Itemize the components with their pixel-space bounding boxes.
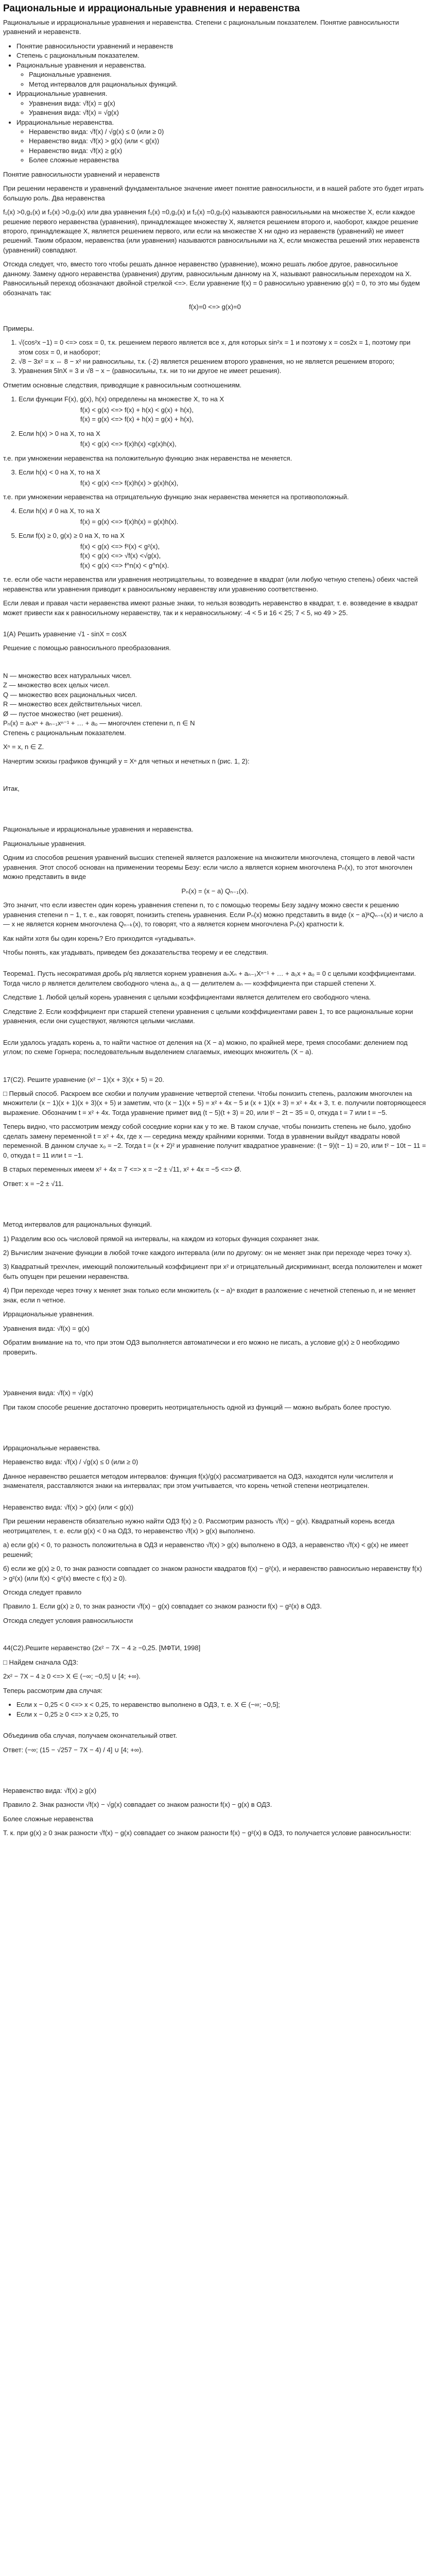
paragraph: т.е. при умножении неравенства на отрицательную функцию знак неравенства меняется на противоположный.: [3, 493, 349, 501]
rule-item: 4. Если h(x) ≠ 0 на X, то на X f(x) = g(x) <=> f(x)h(x) = g(x)h(x).: [19, 506, 427, 527]
paragraph: Чтобы понять, как угадывать, приведем без доказательства теорему и ее следствия.: [3, 948, 268, 956]
cases-list: [3, 1700, 427, 1719]
paragraph: т.е. если обе части неравенства или уравнения неотрицательны, то возведение в квадрат (или любую четную степень) обеих частей неравенства или уравнения приводит к равносильному неравенству или уравнению соответственно.: [3, 575, 418, 593]
intro-paragraph: Рациональные и иррациональные уравнения и неравенства. Степени с рациональным показателем. Понятие равносильности уравнений и неравенств.: [3, 18, 399, 36]
case-item: • Если x − 0,25 ≥ 0 <=> x ≥ 0,25, то: [16, 1710, 427, 1719]
paragraph: В старых переменных имеем x² + 4x = 7 <=> x = −2 ± √11, x² + 4x = −5 <=> Ø.: [3, 1165, 241, 1174]
paragraph: Как найти хотя бы один корень? Его приходится «угадывать».: [3, 934, 196, 942]
section-heading: Более сложные неравенства: [3, 1815, 93, 1823]
subsection-heading: Неравенство вида: √f(x) ≥ g(x): [3, 1786, 97, 1794]
page-title: Рациональные и иррациональные уравнения и неравенства: [3, 3, 300, 14]
subsection-heading: Рациональные уравнения.: [3, 839, 86, 848]
section-heading: Понятие равносильности уравнений и неравенств: [3, 170, 160, 178]
example-item: 3. Уравнения 5lnX = 3 и √8 − x − (равносильны, т.к. ни то ни другое не имеет решения).: [19, 366, 427, 376]
equation-system: f(x) < g(x) <=> f(x)h(x) <g(x)h(x),: [80, 440, 177, 448]
examples-label: Примеры.: [3, 324, 34, 332]
formula: 2x² − 7X − 4 ≥ 0 <=> X ∈ (−∞; −0,5] ∪ [4; +∞).: [3, 1672, 141, 1681]
paragraph: 2) Вычислим значение функции в любой точке каждого интервала (или по другому: он не меняет знак при переходе через точку x).: [3, 1249, 412, 1257]
sets-list: [3, 671, 427, 728]
paragraph: Если удалось угадать корень a, то найти частное от деления на (X − a) можно, по крайней мере, тремя способами: делением под углом; по схеме Горнера; последовательным выделением слагаемых, имеющих множитель (X − a).: [3, 1038, 408, 1056]
set-item: Z — множество всех целых чисел.: [3, 681, 110, 689]
set-item: N — множество всех натуральных чисел.: [3, 671, 132, 680]
paragraph: Одним из способов решения уравнений высших степеней является разложение на множители многочлена, стоящего в левой части уравнения. Этот способ основан на применении теоремы Безу: если число a является корнем многочлена Pₙ(x), то этот многочлен можно представить в виде: [3, 854, 415, 881]
rule-item: 2. Если h(x) > 0 на X, то на X f(x) < g(x) <=> f(x)h(x) <g(x)h(x),: [19, 429, 427, 449]
formula: Xⁿ = x, n ∈ Z.: [3, 743, 44, 751]
corollary: Следствие 2. Если коэффициент при старшей степени уравнения с целыми коэффициентами равен 1, то все рациональные корни уравнения, если они существуют, являются целыми числами.: [3, 1007, 413, 1025]
subsection-heading: Уравнения вида: √f(x) = g(x): [3, 1324, 90, 1332]
toc-subitem[interactable]: ◦ Уравнения вида: √f(x) = g(x): [29, 99, 427, 108]
rule: Правило 2. Знак разности √f(x) − √g(x) совпадает со знаком разности f(x) − g(x) в ОДЗ.: [3, 1801, 272, 1809]
table-of-contents: [3, 42, 427, 165]
rules-list: [3, 468, 427, 488]
toc-subitem[interactable]: ◦ Рациональные уравнения.: [29, 70, 427, 79]
paragraph: Степень с рациональным показателем.: [3, 728, 126, 737]
rule-item: 1. Если функции F(x), g(x), h(x) определены на множестве X, то на X f(x) < g(x) <=> f(x) + h(x) < g(x) + h(x), f(x) = g(x) <=> f(x) + h(x) = g(x) + h(x),: [19, 395, 427, 424]
paragraph: б) если же g(x) ≥ 0, то знак разности совпадает со знаком разности квадратов f(x) − g²(x), и неравенство равносильно неравенству f(x) > g²(x) (или f(x) < g²(x) вместе с f(x) ≥ 0).: [3, 1565, 422, 1582]
paragraph: Обратим внимание на то, что при этом ОДЗ выполняется автоматически и его можно не писать, а условие g(x) ≥ 0 необходимо проверить.: [3, 1338, 400, 1356]
corollary: Следствие 1. Любой целый корень уравнения с целыми коэффициентами является делителем его свободного члена.: [3, 993, 371, 1002]
set-item: Pₙ(x) = aₙxⁿ + aₙ₋₁xⁿ⁻¹ + … + a₀ — многочлен степени n, n ∈ N: [3, 719, 195, 727]
paragraph: При решении неравенств обязательно нужно найти ОДЗ f(x) ≥ 0. Рассмотрим разность √f(x) − g(x). Квадратный корень всегда неотрицателен, т. е. если g(x) < 0 на ОДЗ, то неравенство √f(x) > g(x) выполнено.: [3, 1517, 395, 1535]
toc-item[interactable]: • Иррациональные неравенства. ◦ Неравенство вида: √f(x) / √g(x) ≤ 0 (или ≥ 0) ◦ Неравенство вида: √f(x) > g(x) (или < g(x)) ◦ Неравенство вида: √f(x) ≥ g(x) ◦ Более сложные неравенства: [16, 118, 427, 165]
subsection-heading: Неравенство вида: √f(x) / √g(x) ≤ 0 (или ≥ 0): [3, 1458, 138, 1466]
answer: Ответ: (−∞; (15 − √257 − 7X − 4) / 4] ∪ [4; +∞).: [3, 1745, 144, 1754]
section-heading: Иррациональные уравнения.: [3, 1310, 94, 1318]
task-title: 1(А) Решить уравнение √1 - sinX = cosX: [3, 630, 127, 638]
paragraph: Т. к. при g(x) ≥ 0 знак разности √f(x) − g(x) совпадает со знаком разности f(x) − g²(x) в ОДЗ, то получается условие равносильности:: [3, 1829, 411, 1837]
paragraph: □ Найдем сначала ОДЗ:: [3, 1658, 78, 1666]
toc-subitem[interactable]: ◦ Неравенство вида: √f(x) / √g(x) ≤ 0 (или ≥ 0): [29, 127, 427, 137]
formula: f(x)=0 <=> g(x)=0: [189, 303, 241, 311]
equation-system: f(x) < g(x) <=> f(x) + h(x) < g(x) + h(x), f(x) = g(x) <=> f(x) + h(x) = g(x) + h(x),: [80, 405, 194, 423]
case-item: • Если x − 0,25 < 0 <=> x < 0,25, то неравенство выполнено в ОДЗ, т. е. X ∈ (−∞; −0,5];: [16, 1700, 427, 1709]
set-item: R — множество всех действительных чисел.: [3, 700, 142, 708]
task-title: 44(С2).Решите неравенство (2x² − 7X − 4 ≥ −0,25. [МФТИ, 1998]: [3, 1644, 201, 1652]
toc-item[interactable]: • Иррациональные уравнения. ◦ Уравнения вида: √f(x) = g(x) ◦ Уравнения вида: √f(x) = √g(x): [16, 89, 427, 117]
paragraph: Отсюда следует правило: [3, 1588, 82, 1596]
subsection-heading: Неравенство вида: √f(x) > g(x) (или < g(x)): [3, 1503, 134, 1511]
toc-item[interactable]: • Понятие равносильности уравнений и неравенств: [16, 42, 427, 51]
paragraph: 4) При переходе через точку x меняет знак только если множитель (x − a)ⁿ входит в разложение с нечетной степенью n, и не меняет знак, если n четное.: [3, 1286, 416, 1304]
paragraph: Объединив оба случая, получаем окончательный ответ.: [3, 1732, 178, 1740]
paragraph: При решении неравенств и уравнений фундаментальное значение имеет понятие равносильности, и в нашей работе это будет играть большую роль. Два неравенства: [3, 184, 424, 202]
equation-system: f(x) < g(x) <=> f²(x) < g²(x), f(x) < g(x) <=> √f(x) <√g(x), f(x) < g(x) <=> f^n(x) < g^n(x).: [80, 542, 169, 569]
paragraph: При таком способе решение достаточно проверить неотрицательность одной из функций — можно выбрать более простую.: [3, 1403, 392, 1411]
rule-item: 5. Если f(x) ≥ 0, g(x) ≥ 0 на X, то на X f(x) < g(x) <=> f²(x) < g²(x), f(x) < g(x) <=> √f(x) <√g(x), f(x) < g(x) <=> f^n(x) < g^n(x).: [19, 531, 427, 570]
rule-item: 3. Если h(x) < 0 на X, то на X f(x) < g(x) <=> f(x)h(x) > g(x)h(x),: [19, 468, 427, 488]
paragraph: Если левая и правая части неравенства имеют разные знаки, то нельзя возводить неравенство в квадрат, т. е. возведение в квадрат может привести как к равносильному неравенству, так и к неравносильному: -4 < 5 и 16 < 25; 7 < 5, но 49 > 25.: [3, 599, 418, 617]
set-item: Ø — пустое множество (нет решения).: [3, 709, 123, 718]
example-item: 2. √8 − 3x² = x ⇔ 8 − x² ни равносильны, т.к. (-2) является решением второго уравнения, но не является решением второго;: [19, 357, 427, 366]
paragraph: f₁(x) >0,g₁(x) и f₂(x) >0,g₂(x) или два уравнения f₁(x) =0,g₁(x) и f₂(x) =0,g₂(x) называются равносильными на множестве X, если каждое решение первого неравенства (уравнения), принадлежащее множеству X, является решением второго и, наоборот, каждое решение второго, принадлежащее X, является решением первого, или если на множестве X ни одно из неравенств (уравнений) не имеет решений. Таким образом, неравенства (или уравнения) называются равносильными на X, если множества решений этих неравенств (уравнений) совпадают.: [3, 208, 420, 254]
paragraph: Данное неравенство решается методом интервалов: функция f(x)/g(x) рассматривается на ОДЗ, находятся нули числителя и знаменателя, расставляются знаки на интервалах; при этом учитывается, что корень четной степени неотрицателен.: [3, 1472, 393, 1490]
toc-subitem[interactable]: ◦ Метод интервалов для рациональных функций.: [29, 80, 427, 89]
subsection-heading: Уравнения вида: √f(x) = √g(x): [3, 1389, 93, 1397]
rules-list: [3, 395, 427, 449]
example-item: 1. √(cos²x −1) = 0 <=> cosx = 0, т.к. решением первого является все x, для которых sin²x = 1 и поэтому x = cos2x = 1, поэтому при этом cosx = 0, и наоборот;: [19, 338, 427, 357]
formula: Pₙ(x) = (x − a) Qₙ₋₁(x).: [181, 887, 249, 895]
paragraph: Решение с помощью равносильного преобразования.: [3, 644, 171, 652]
toc-subitem[interactable]: ◦ Уравнения вида: √f(x) = √g(x): [29, 108, 427, 117]
section-heading: Рациональные и иррациональные уравнения и неравенства.: [3, 825, 194, 834]
paragraph: Начертим эскизы графиков функций y = Xⁿ для четных и нечетных n (рис. 1, 2):: [3, 757, 250, 765]
paragraph: а) если g(x) < 0, то разность положительна в ОДЗ и неравенство √f(x) > g(x) выполнено в ОДЗ, а неравенство √f(x) < g(x) не имеет решений;: [3, 1541, 409, 1558]
theorem: Теорема1. Пусть несократимая дробь p/q является корнем уравнения aₙXₙ + aₙ₋₁Xⁿ⁻¹ + … + a₁x + a₀ = 0 с целыми коэффициентами. Тогда число p является делителем свободного члена a₀, а q — делителем aₙ — коэффициента при старшей степени X.: [3, 970, 416, 987]
section-heading: Иррациональные неравенства.: [3, 1444, 101, 1452]
set-item: Q — множество всех рациональных чисел.: [3, 690, 137, 699]
toc-item[interactable]: • Рациональные уравнения и неравенства. ◦ Рациональные уравнения. ◦ Метод интервалов для рациональных функций.: [16, 61, 427, 89]
paragraph: Это значит, что если известен один корень уравнения степени n, то с помощью теоремы Безу задачу можно свести к решению уравнения степени n − 1, т. е., как говорят, понизить степень уравнения. Если Pₙ(x) можно представить в виде (x − a)ᵏQₙ₋ₖ(x) и число a — x не является корнем многочлена Qₙ₋ₖ(x), то говорят, что a является корнем многочлена Pₙ(x) кратности k.: [3, 901, 423, 928]
paragraph: 1) Разделим всю ось числовой прямой на интервалы, на каждом из которых функция сохраняет знак.: [3, 1234, 320, 1243]
toc-subitem[interactable]: ◦ Более сложные неравенства: [29, 156, 427, 165]
section-heading: Метод интервалов для рациональных функций.: [3, 1221, 152, 1229]
paragraph: Отсюда следует условия равносильности: [3, 1616, 133, 1624]
rules-list: [3, 506, 427, 570]
paragraph: □ Первый способ. Раскроем все скобки и получим уравнение четвертой степени. Чтобы понизить степень, разложим многочлен на множители (x − 1)(x + 1)(x + 3)(x + 5) и заметим, что (x − 1)(x + 5) = x² + 4x − 5 и (x + 1)(x + 3) = x² + 4x + 3, т. е. получили повторяющееся выражение. Обозначим t = x² + 4x. Тогда уравнение примет вид (t − 5)(t + 3) = 20, или t² − 2t − 35 = 0, откуда t = 7 или t = −5.: [3, 1090, 426, 1116]
equation-system: f(x) = g(x) <=> f(x)h(x) = g(x)h(x).: [80, 517, 179, 526]
examples-list: [3, 338, 427, 376]
paragraph: Итак,: [3, 784, 20, 792]
equation-system: f(x) < g(x) <=> f(x)h(x) > g(x)h(x),: [80, 479, 179, 487]
answer: Ответ: x = −2 ± √11.: [3, 1179, 64, 1188]
toc-subitem[interactable]: ◦ Неравенство вида: √f(x) ≥ g(x): [29, 146, 427, 156]
paragraph: Отсюда следует, что, вместо того чтобы решать данное неравенство (уравнение), можно решать любое другое, равносильное данному. Замену одного неравенства (уравнения) другим, равносильным данному на X, называют равносильным переходом на X. Равносильный переход обозначают двойной стрелкой <=>. Если уравнение f(x) = 0 равносильно уравнению g(x) = 0, то это мы будем обозначать так:: [3, 260, 420, 297]
task-title: 17(С2). Решите уравнение (x² − 1)(x + 3)(x + 5) = 20.: [3, 1075, 164, 1083]
toc-item[interactable]: • Степень с рациональным показателем.: [16, 51, 427, 60]
paragraph: 3) Квадратный трехчлен, имеющий положительный коэффициент при x² и отрицательный дискриминант, всегда положителен и может быть опущен при решении неравенства.: [3, 1263, 423, 1280]
paragraph: Теперь рассмотрим два случая:: [3, 1686, 103, 1694]
paragraph: Теперь видно, что рассмотрим между собой соседние корни как у то же. В таком случае, чтобы понизить степень не было, удобно сделать замену переменной t = x² + 4x, где x — середина между крайними корнями. Тогда в уравнении выйдут квадраты новой переменной. В данном случае x₀ = −2. Тогда t = (x + 2)² и уравнение получит квадратное уравнение: (t − 9)(t − 1) = 20, или t² − 10t − 11 = 0, откуда t = 11 или t = −1.: [3, 1123, 426, 1159]
toc-subitem[interactable]: ◦ Неравенство вида: √f(x) > g(x) (или < g(x)): [29, 137, 427, 146]
paragraph: Отметим основные следствия, приводящие к равносильным соотношениям.: [3, 381, 242, 389]
paragraph: т.е. при умножении неравенства на положительную функцию знак неравенства не меняется.: [3, 454, 292, 462]
rule: Правило 1. Если g(x) ≥ 0, то знак разности √f(x) − g(x) совпадает со знаком разности f(x) − g²(x) в ОДЗ.: [3, 1602, 322, 1611]
